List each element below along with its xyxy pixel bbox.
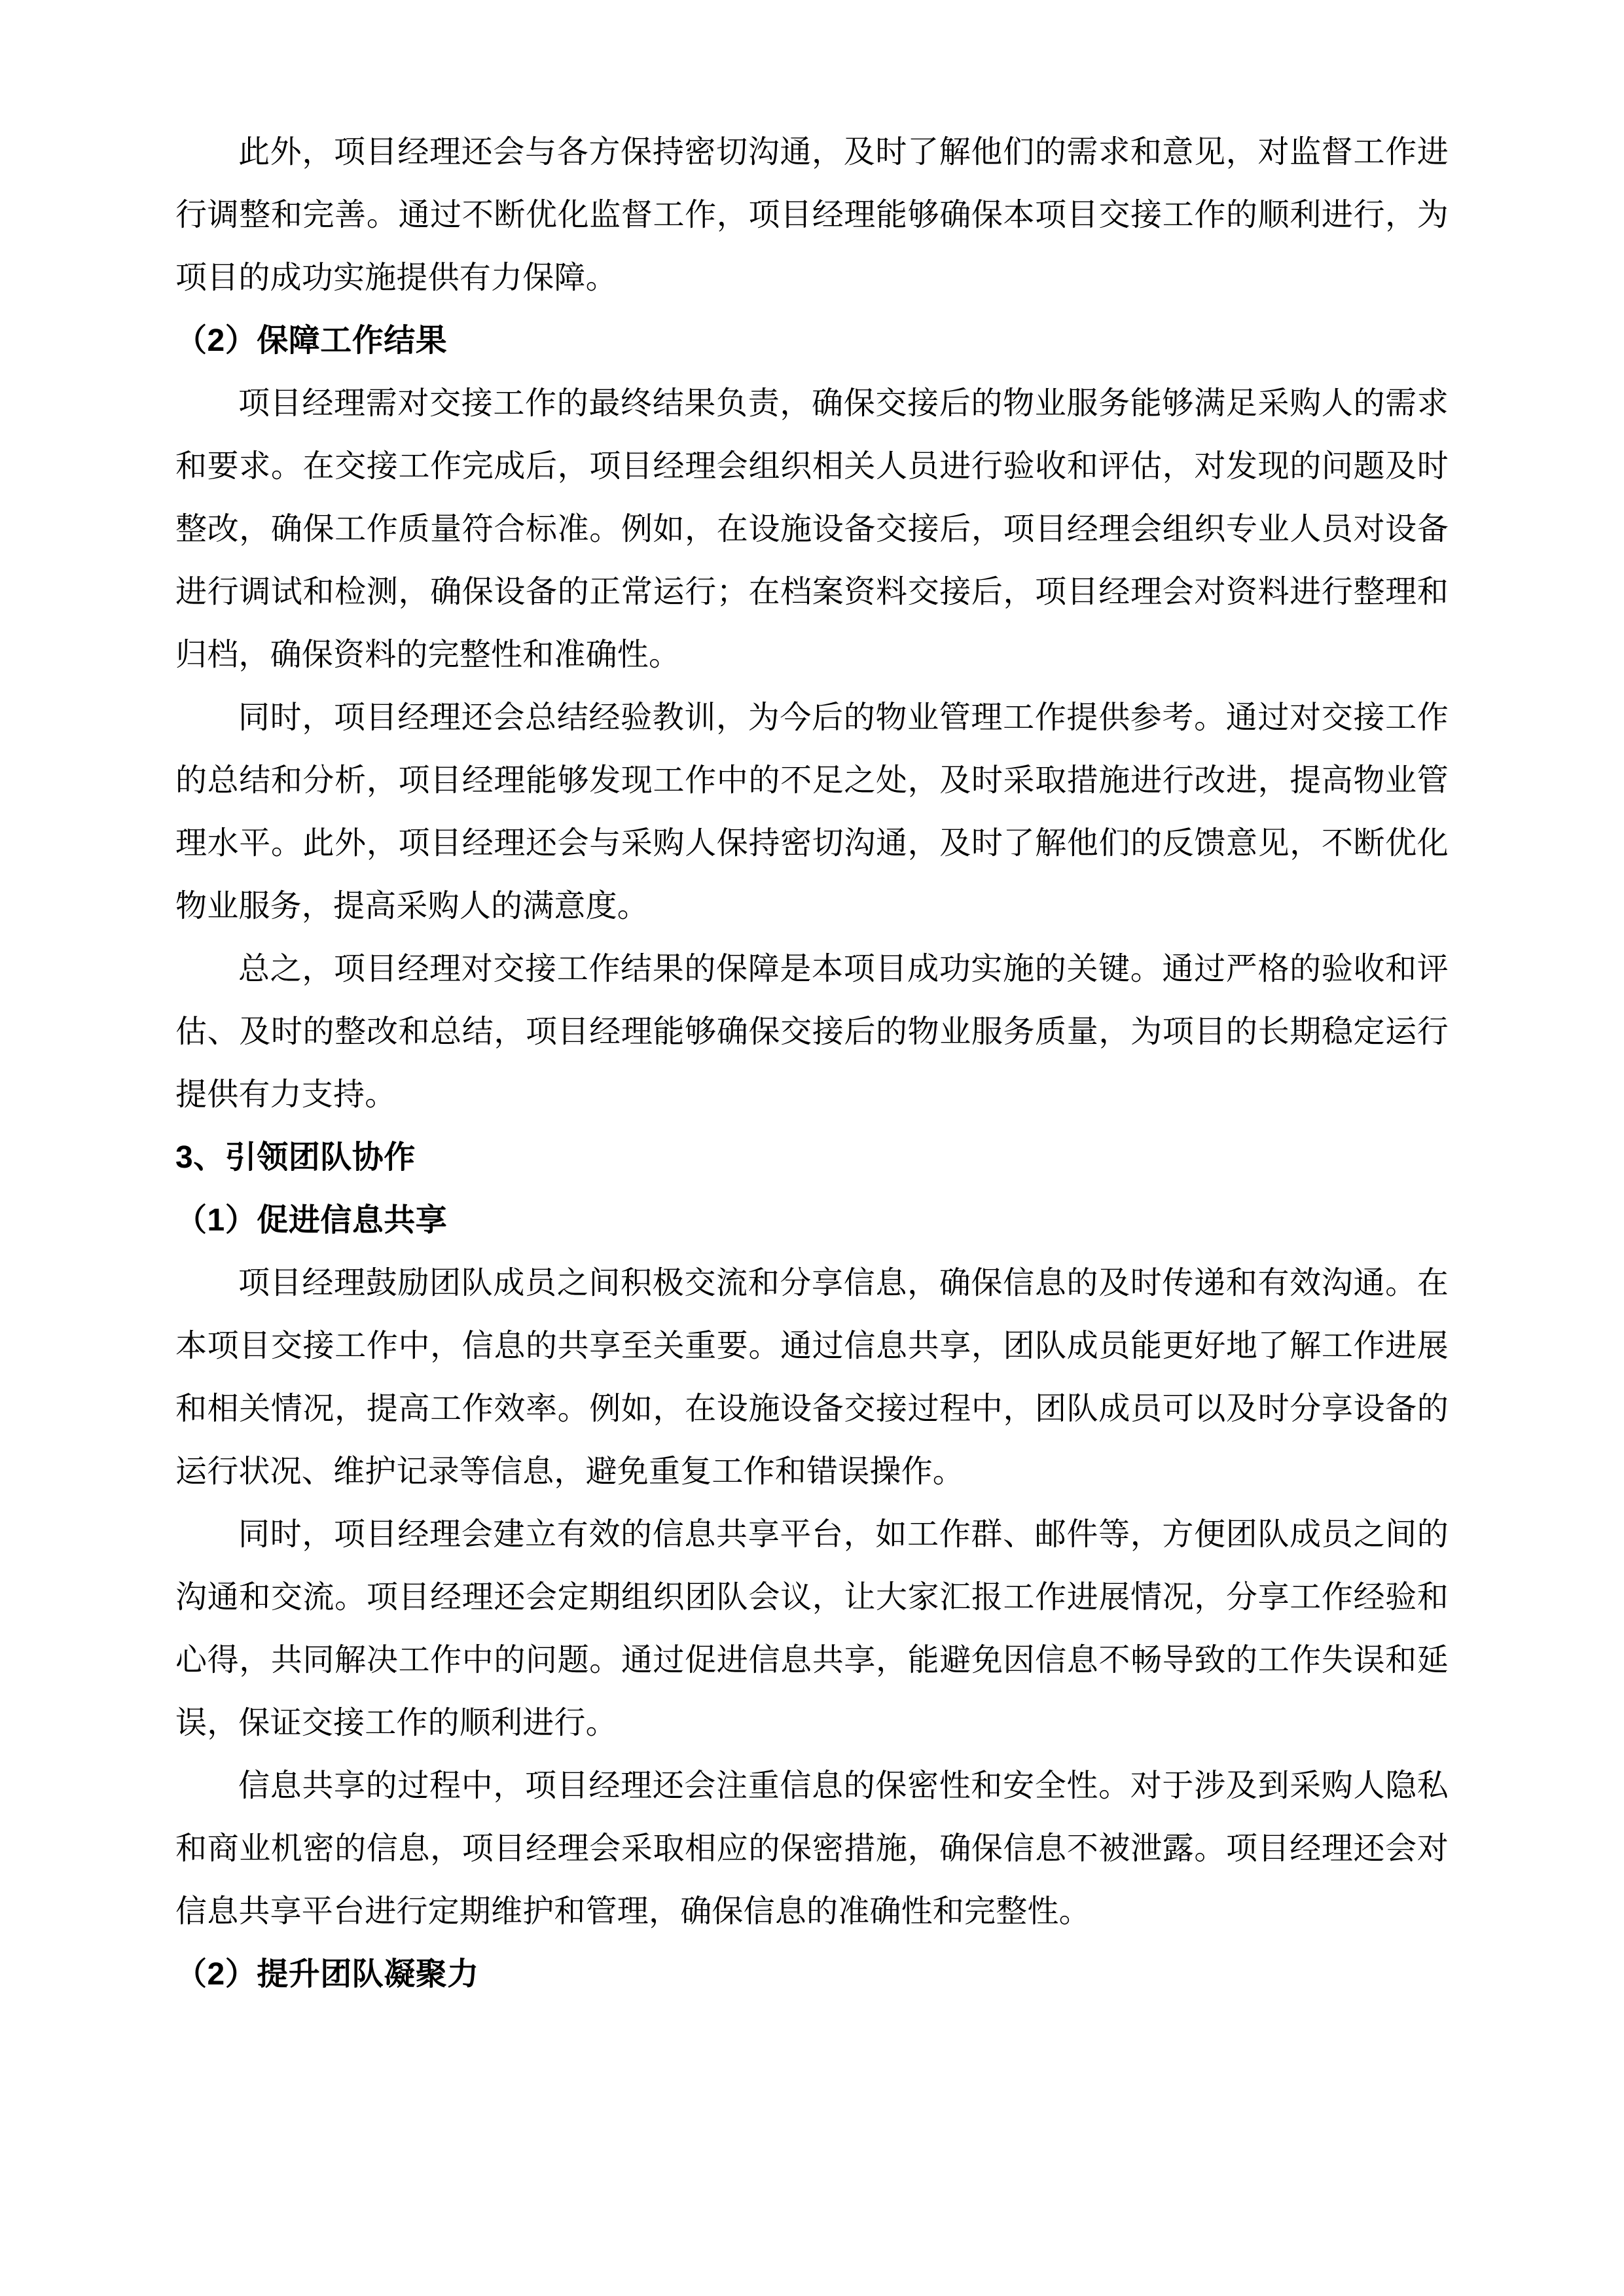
heading-improve-team-cohesion: （2）提升团队凝聚力 bbox=[175, 1957, 479, 1992]
paragraph-monitoring-optimization: 此外，项目经理还会与各方保持密切沟通，及时了解他们的需求和意见，对监督工作进行调整和完善。通过不断优化监督工作，项目经理能够确保本项目交接工作的顺利进行，为项目的成功实施提供有力保障。 bbox=[175, 135, 1449, 295]
heading-promote-information-sharing: （1）促进信息共享 bbox=[175, 1203, 448, 1238]
heading-lead-team-collaboration: 3、引领团队协作 bbox=[175, 1140, 416, 1175]
heading-guarantee-work-result: （2）保障工作结果 bbox=[175, 323, 448, 358]
paragraph-conclusion-result-guarantee: 总之，项目经理对交接工作结果的保障是本项目成功实施的关键。通过严格的验收和评估、及时的整改和总结，项目经理能够确保交接后的物业服务质量，为项目的长期稳定运行提供有力支持。 bbox=[175, 952, 1449, 1112]
paragraph-encourage-information-exchange: 项目经理鼓励团队成员之间积极交流和分享信息，确保信息的及时传递和有效沟通。在本项目交接工作中，信息的共享至关重要。通过信息共享，团队成员能更好地了解工作进展和相关情况，提高工作效率。例如，在设施设备交接过程中，团队成员可以及时分享设备的运行状况、维护记录等信息，避免重复工作和错误操作。 bbox=[175, 1266, 1449, 1489]
paragraph-information-confidentiality: 信息共享的过程中，项目经理还会注重信息的保密性和安全性。对于涉及到采购人隐私和商业机密的信息，项目经理会采取相应的保密措施，确保信息不被泄露。项目经理还会对信息共享平台进行定期维护和管理，确保信息的准确性和完整性。 bbox=[175, 1768, 1449, 1929]
paragraph-final-result-responsibility: 项目经理需对交接工作的最终结果负责，确保交接后的物业服务能够满足采购人的需求和要求。在交接工作完成后，项目经理会组织相关人员进行验收和评估，对发现的问题及时整改，确保工作质量符合标准。例如，在设施设备交接后，项目经理会组织专业人员对设备进行调试和检测，确保设备的正常运行；在档案资料交接后，项目经理会对资料进行整理和归档，确保资料的完整性和准确性。 bbox=[175, 386, 1449, 672]
document-body bbox=[175, 121, 1449, 2006]
paragraph-information-platform: 同时，项目经理会建立有效的信息共享平台，如工作群、邮件等，方便团队成员之间的沟通和交流。项目经理还会定期组织团队会议，让大家汇报工作进展情况，分享工作经验和心得，共同解决工作中的问题。通过促进信息共享，能避免因信息不畅导致的工作失误和延误，保证交接工作的顺利进行。 bbox=[175, 1517, 1449, 1740]
paragraph-summarize-experience: 同时，项目经理还会总结经验教训，为今后的物业管理工作提供参考。通过对交接工作的总结和分析，项目经理能够发现工作中的不足之处，及时采取措施进行改进，提高物业管理水平。此外，项目经理还会与采购人保持密切沟通，及时了解他们的反馈意见，不断优化物业服务，提高采购人的满意度。 bbox=[175, 700, 1449, 924]
